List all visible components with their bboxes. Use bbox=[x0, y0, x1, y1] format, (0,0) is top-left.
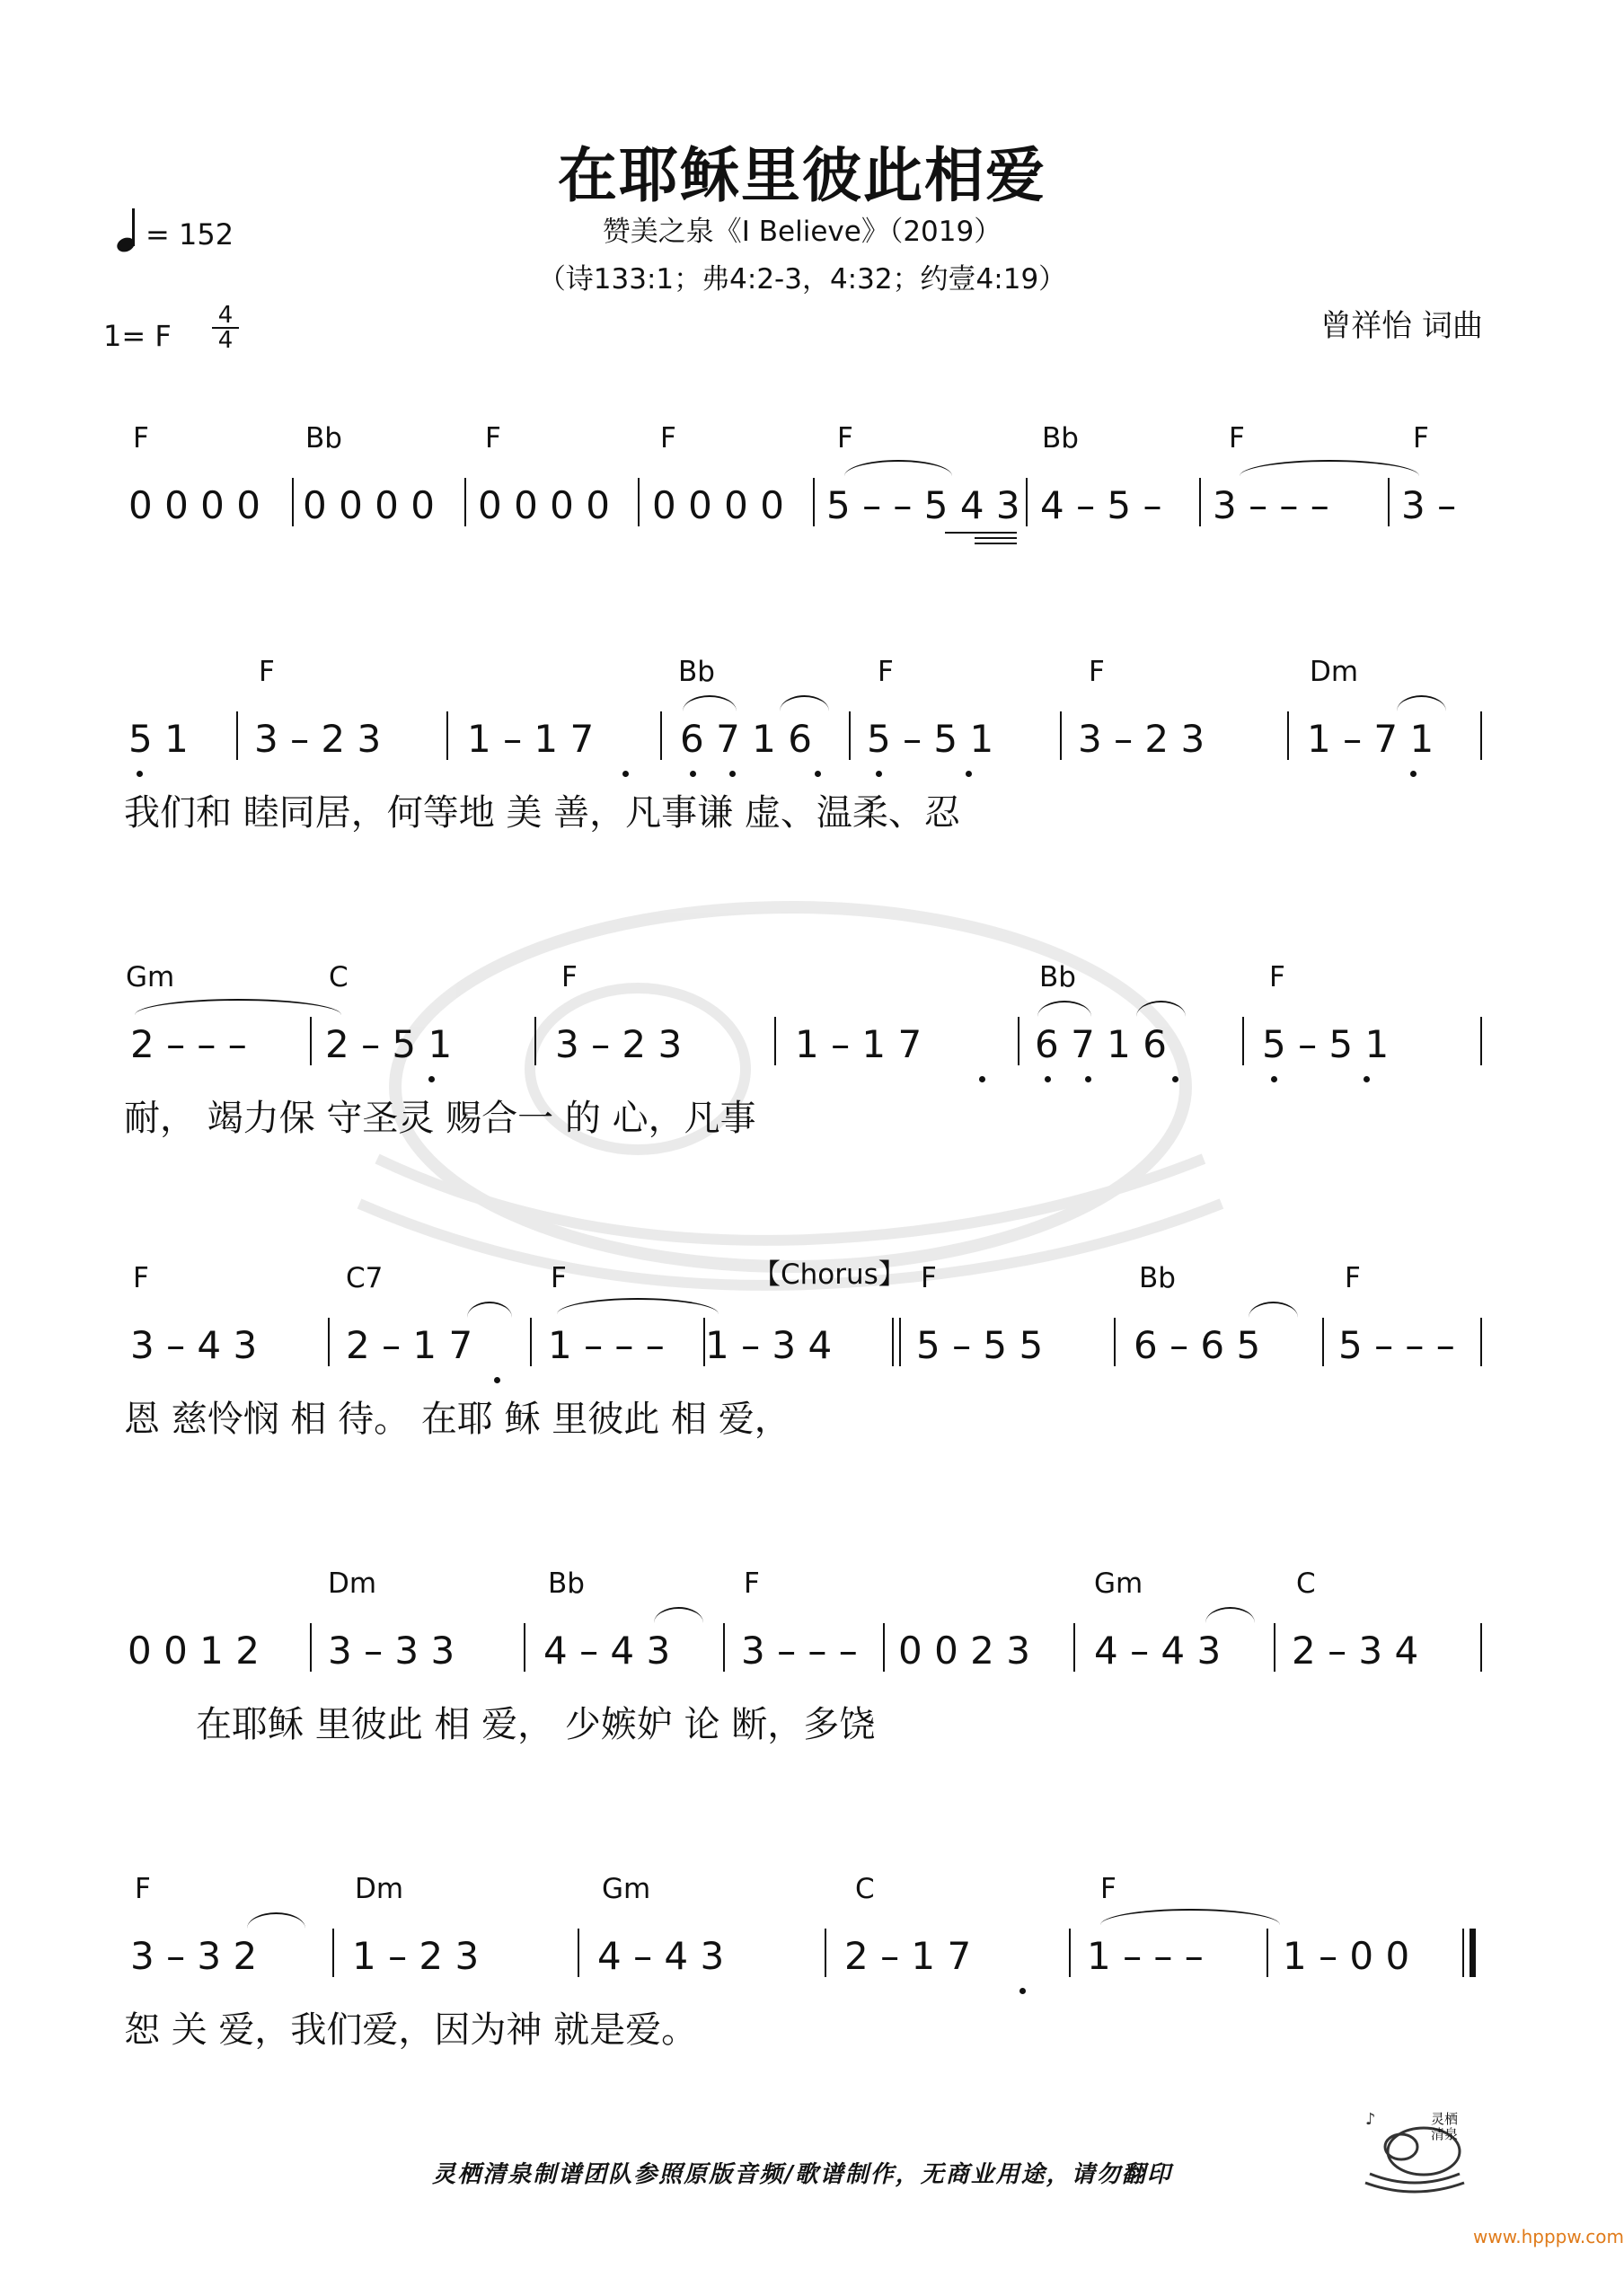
lyric-line: 我们和 睦同居，何等地 美 善，凡事谦 虚、温柔、忍 bbox=[124, 792, 960, 834]
barline bbox=[1267, 1929, 1268, 1977]
measure: 1 – 7 1 bbox=[1307, 717, 1434, 761]
tie-slur bbox=[135, 999, 341, 1015]
chord-symbol: F bbox=[1089, 656, 1105, 688]
measure: 1 – 1 7 bbox=[467, 717, 595, 761]
barline bbox=[1114, 1318, 1116, 1366]
measure: 0 0 0 0 bbox=[303, 483, 435, 527]
barline bbox=[892, 1318, 894, 1366]
low-octave-dot bbox=[622, 771, 629, 777]
barline bbox=[310, 1017, 312, 1065]
composer-credit: 曾祥怡 词曲 bbox=[1320, 308, 1483, 344]
measure: 6 – 6 5 bbox=[1134, 1323, 1261, 1367]
time-signature-denominator: 4 bbox=[212, 327, 239, 352]
chord-symbol: C bbox=[1296, 1567, 1316, 1600]
chord-symbol: Bb bbox=[678, 656, 715, 688]
svg-text:♪: ♪ bbox=[1365, 2110, 1376, 2129]
quarter-note-icon bbox=[117, 208, 137, 252]
beam bbox=[945, 532, 1017, 534]
measure: 3 – – – bbox=[1213, 483, 1329, 527]
chord-symbol: F bbox=[1229, 422, 1245, 455]
measure: 5 – 5 5 bbox=[916, 1323, 1044, 1367]
barline bbox=[1322, 1318, 1324, 1366]
barline bbox=[236, 711, 238, 760]
chord-symbol: C bbox=[329, 961, 349, 993]
lyric-line: 恕 关 爱，我们爱，因为神 就是爱。 bbox=[124, 2009, 698, 2051]
barline bbox=[1480, 711, 1482, 760]
measure: 3 – 3 2 bbox=[130, 1934, 258, 1978]
barline bbox=[723, 1623, 725, 1672]
measure: 2 – 1 7 bbox=[346, 1323, 473, 1367]
time-signature bbox=[212, 304, 239, 352]
barline bbox=[1287, 711, 1289, 760]
chord-symbol: F bbox=[1345, 1262, 1361, 1294]
low-octave-dot bbox=[137, 771, 143, 777]
measure: 2 – 3 4 bbox=[1292, 1629, 1419, 1673]
low-octave-dot bbox=[1172, 1076, 1178, 1082]
measure: 1 – 3 4 bbox=[705, 1323, 833, 1367]
barline bbox=[464, 478, 466, 526]
low-octave-dot bbox=[1410, 771, 1417, 777]
barline bbox=[446, 711, 448, 760]
measure: 6 7 1 6 bbox=[1035, 1022, 1167, 1066]
measure: 4 – 4 3 bbox=[1094, 1629, 1222, 1673]
barline bbox=[524, 1623, 525, 1672]
measure: 3 – 4 3 bbox=[130, 1323, 258, 1367]
chord-symbol: F bbox=[1269, 961, 1285, 993]
measure: 5 – – 5 4 3 bbox=[826, 483, 1020, 527]
low-octave-dot bbox=[729, 771, 736, 777]
chord-symbol: Bb bbox=[1139, 1262, 1176, 1294]
barline bbox=[1480, 1318, 1482, 1366]
sheep-watermark-icon bbox=[341, 862, 1240, 1311]
measure: 1 – – – bbox=[1087, 1934, 1204, 1978]
barline bbox=[1069, 1929, 1071, 1977]
barline bbox=[1060, 711, 1062, 760]
chord-symbol: Gm bbox=[1094, 1567, 1143, 1600]
lyric-line: 恩 慈怜悯 相 待。 在耶 稣 里彼此 相 爱， bbox=[124, 1399, 790, 1440]
measure: 2 – 5 1 bbox=[325, 1022, 453, 1066]
measure: 1 – 0 0 bbox=[1283, 1934, 1410, 1978]
chord-symbol: Gm bbox=[602, 1873, 651, 1905]
tie-slur bbox=[1205, 1607, 1255, 1623]
barline bbox=[1199, 478, 1201, 526]
tie-slur bbox=[780, 695, 829, 711]
measure: 3 – 2 3 bbox=[555, 1022, 683, 1066]
barline bbox=[1388, 478, 1390, 526]
chord-symbol: F bbox=[1100, 1873, 1116, 1905]
measure: 4 – 4 3 bbox=[597, 1934, 725, 1978]
measure: 5 – 5 1 bbox=[1262, 1022, 1390, 1066]
measure: 4 – 5 – bbox=[1040, 483, 1162, 527]
logo-text: 灵栖清泉 bbox=[1431, 2111, 1459, 2142]
section-label-chorus: 【Chorus】 bbox=[753, 1258, 906, 1291]
chord-symbol: Bb bbox=[1039, 961, 1076, 993]
barline bbox=[883, 1623, 885, 1672]
low-octave-dot bbox=[1085, 1076, 1091, 1082]
low-octave-dot bbox=[1364, 1076, 1370, 1082]
measure: 0 0 0 0 bbox=[128, 483, 260, 527]
measure: 1 – 2 3 bbox=[352, 1934, 480, 1978]
chord-symbol: F bbox=[744, 1567, 760, 1600]
barline bbox=[638, 478, 640, 526]
final-barline-thick bbox=[1470, 1929, 1476, 1977]
barline bbox=[328, 1318, 330, 1366]
barline bbox=[530, 1318, 532, 1366]
measure: 3 – 2 3 bbox=[254, 717, 382, 761]
low-octave-dot bbox=[815, 771, 821, 777]
chord-symbol: F bbox=[133, 1262, 149, 1294]
measure: 3 – – – bbox=[741, 1629, 858, 1673]
chord-symbol: F bbox=[135, 1873, 151, 1905]
barline bbox=[813, 478, 815, 526]
barline bbox=[1274, 1623, 1275, 1672]
subtitle: 赞美之泉《I Believe》（2019） bbox=[602, 216, 1002, 248]
low-octave-dot bbox=[428, 1076, 435, 1082]
low-octave-dot bbox=[1019, 1988, 1026, 1994]
barline bbox=[578, 1929, 579, 1977]
chord-symbol: F bbox=[561, 961, 578, 993]
low-octave-dot bbox=[966, 771, 972, 777]
beam bbox=[975, 543, 1017, 544]
tempo-marking bbox=[117, 208, 234, 252]
chord-symbol: Bb bbox=[1042, 422, 1079, 455]
chord-symbol: Gm bbox=[126, 961, 175, 993]
low-octave-dot bbox=[494, 1377, 500, 1383]
low-octave-dot bbox=[1271, 1076, 1277, 1082]
barline bbox=[1480, 1017, 1482, 1065]
chord-symbol: C7 bbox=[346, 1262, 384, 1294]
final-barline bbox=[1462, 1929, 1464, 1977]
chord-symbol: Dm bbox=[1310, 656, 1359, 688]
measure: 5 1 bbox=[128, 717, 189, 761]
chord-symbol: F bbox=[485, 422, 501, 455]
measure: 0 0 0 0 bbox=[478, 483, 610, 527]
chord-symbol: Bb bbox=[548, 1567, 585, 1600]
barline bbox=[1018, 1017, 1019, 1065]
barline bbox=[660, 711, 662, 760]
site-watermark: www.hpppw.com bbox=[1473, 2226, 1624, 2247]
measure: 4 – 4 3 bbox=[543, 1629, 671, 1673]
barline bbox=[899, 1318, 901, 1366]
lyric-line: 在耶稣 里彼此 相 爱， 少嫉妒 论 断，多饶 bbox=[196, 1704, 876, 1745]
barline bbox=[1073, 1623, 1075, 1672]
chord-symbol: Dm bbox=[328, 1567, 377, 1600]
chord-symbol: F bbox=[878, 656, 894, 688]
measure: 1 – – – bbox=[548, 1323, 665, 1367]
measure: 3 – bbox=[1401, 483, 1457, 527]
measure: 3 – 2 3 bbox=[1078, 717, 1205, 761]
tie-slur bbox=[1100, 1909, 1280, 1925]
measure: 3 – 3 3 bbox=[328, 1629, 455, 1673]
tie-slur bbox=[1249, 1302, 1298, 1318]
tie-slur bbox=[844, 460, 952, 476]
low-octave-dot bbox=[876, 771, 882, 777]
chord-symbol: Dm bbox=[355, 1873, 404, 1905]
footer-note: 灵栖清泉制谱团队参照原版音频/歌谱制作，无商业用途，请勿翻印 bbox=[432, 2161, 1172, 2188]
chord-symbol: C bbox=[855, 1873, 875, 1905]
beam bbox=[975, 537, 1017, 539]
measure: 0 0 2 3 bbox=[898, 1629, 1030, 1673]
tie-slur bbox=[247, 1912, 305, 1929]
chord-symbol: F bbox=[1413, 422, 1429, 455]
measure: 2 – – – bbox=[130, 1022, 247, 1066]
barline bbox=[310, 1623, 312, 1672]
barline bbox=[849, 711, 851, 760]
measure: 1 – 1 7 bbox=[795, 1022, 922, 1066]
barline bbox=[292, 478, 294, 526]
low-octave-dot bbox=[979, 1076, 985, 1082]
measure: 0 0 1 2 bbox=[128, 1629, 260, 1673]
barline bbox=[1026, 478, 1028, 526]
low-octave-dot bbox=[690, 771, 696, 777]
chord-symbol: F bbox=[660, 422, 676, 455]
chord-symbol: F bbox=[551, 1262, 567, 1294]
barline bbox=[825, 1929, 826, 1977]
chord-symbol: F bbox=[259, 656, 275, 688]
measure: 5 – – – bbox=[1338, 1323, 1455, 1367]
measure: 6 7 1 6 bbox=[680, 717, 812, 761]
tie-slur bbox=[683, 695, 737, 711]
measure: 0 0 0 0 bbox=[652, 483, 784, 527]
measure: 5 – 5 1 bbox=[867, 717, 994, 761]
chord-symbol: F bbox=[133, 422, 149, 455]
measure: 2 – 1 7 bbox=[844, 1934, 972, 1978]
barline bbox=[774, 1017, 776, 1065]
low-octave-dot bbox=[1045, 1076, 1051, 1082]
scripture-references: （诗133:1；弗4:2-3，4:32；约壹4:19） bbox=[537, 263, 1067, 296]
chord-symbol: F bbox=[921, 1262, 937, 1294]
lyric-line: 耐， 竭力保 守圣灵 赐合一 的 心，凡事 bbox=[124, 1098, 756, 1139]
barline bbox=[1242, 1017, 1244, 1065]
barline bbox=[534, 1017, 536, 1065]
chord-symbol: F bbox=[837, 422, 853, 455]
barline bbox=[1480, 1623, 1482, 1672]
tie-slur bbox=[1397, 695, 1446, 711]
page-title: 在耶稣里彼此相爱 bbox=[558, 141, 1046, 210]
tie-slur bbox=[654, 1607, 703, 1623]
tie-slur bbox=[1240, 460, 1419, 476]
chord-symbol: Bb bbox=[305, 422, 342, 455]
sheep-logo bbox=[1361, 2106, 1469, 2195]
time-signature-numerator: 4 bbox=[217, 302, 234, 329]
key-signature: 1= F bbox=[103, 319, 172, 353]
tempo-value: = 152 bbox=[146, 217, 234, 252]
barline bbox=[332, 1929, 334, 1977]
